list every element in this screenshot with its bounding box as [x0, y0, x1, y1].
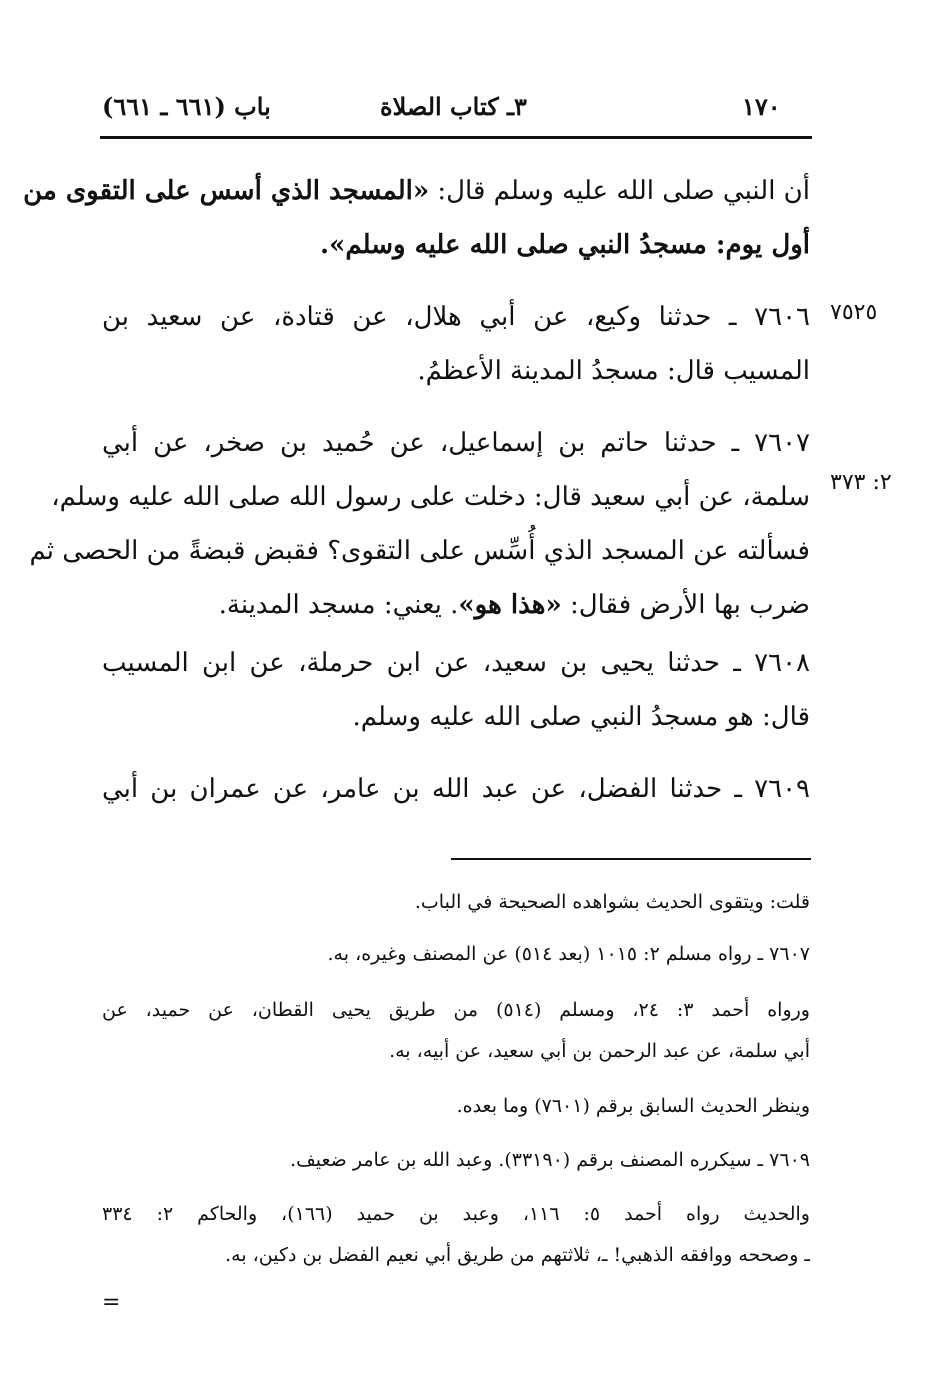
paragraph-7609 [102, 762, 810, 816]
hadith-quote: «هذا هو» [458, 590, 562, 620]
text-line: ٧٦٠٦ ـ حدثنا وكيع، عن أبي هلال، عن قتادة، عن سعيد بن [102, 302, 810, 332]
text-line: قال: هو مسجدُ النبي صلى الله عليه وسلم. [352, 702, 810, 732]
text-run: . يعني: مسجد المدينة. [218, 590, 459, 620]
footnote-7607-ahmad [102, 990, 810, 1072]
page-number: ١٧٠ [742, 92, 781, 121]
text-line [102, 578, 810, 632]
paragraph-1 [23, 164, 810, 272]
header-rule [100, 136, 812, 139]
text-run: أن النبي صلى الله عليه وسلم قال: [429, 176, 810, 206]
paragraph-7606 [102, 290, 810, 398]
chapter-title: باب (٦٦١ ـ ٦٦١) [102, 92, 271, 121]
footnote-7609 [102, 1140, 810, 1181]
footnote-rule [451, 858, 811, 860]
text-line: المسيب قال: مسجدُ المدينة الأعظمُ. [417, 356, 810, 386]
margin-reference-1: ٧٥٢٥ [830, 300, 878, 325]
paragraph-7608 [102, 636, 810, 744]
text-line: ٧٦٠٨ ـ حدثنا يحيى بن سعيد، عن ابن حرملة، عن ابن المسيب [102, 648, 810, 678]
continuation-mark: = [102, 1290, 121, 1315]
text-line: وينظر الحديث السابق برقم (٧٦٠١) وما بعده. [456, 1095, 810, 1117]
text-line [23, 164, 810, 218]
text-line: ورواه أحمد ٣: ٢٤، ومسلم (٥١٤) من طريق يحيى القطان، عن حميد، عن [102, 999, 810, 1021]
text-line: ٧٦٠٧ ـ حدثنا حاتم بن إسماعيل، عن حُميد بن صخر، عن أبي [102, 428, 810, 458]
footnote-see-also [102, 1086, 810, 1127]
text-line: قلت: ويتقوى الحديث بشواهده الصحيحة في الباب. [414, 891, 810, 913]
text-line: والحديث رواه أحمد ٥: ١١٦، وعبد بن حميد (١٦٦)، والحاكم ٢: ٣٣٤ [102, 1203, 810, 1225]
text-line: أول يوم: مسجدُ النبي صلى الله عليه وسلم». [320, 230, 810, 260]
text-run: ضرب بها الأرض فقال: [561, 590, 810, 620]
text-line: ٧٦٠٩ ـ سيكرره المصنف برقم (٣٣١٩٠). وعبد الله بن عامر ضعيف. [290, 1149, 810, 1171]
book-title: ٣ـ كتاب الصلاة [380, 92, 527, 121]
footnote-7609-ahmad [102, 1194, 810, 1276]
paragraph-7607 [29, 416, 810, 632]
text-line: ـ وصححه ووافقه الذهبي! ـ، ثلاثتهم من طريق أبي نعيم الفضل بن دكين، به. [225, 1244, 810, 1266]
text-line: ٧٦٠٧ ـ رواه مسلم ٢: ١٠١٥ (بعد ٥١٤) عن المصنف وغيره، به. [327, 943, 810, 965]
text-line: أبي سلمة، عن عبد الرحمن بن أبي سعيد، عن أبيه، به. [389, 1040, 810, 1062]
text-line: ٧٦٠٩ ـ حدثنا الفضل، عن عبد الله بن عامر، عن عمران بن أبي [102, 774, 810, 804]
margin-reference-2: ٢: ٣٧٣ [830, 470, 892, 495]
hadith-quote: «المسجد الذي أسس على التقوى من [23, 176, 430, 206]
text-line: فسألته عن المسجد الذي أُسِّس على التقوى؟ فقبض قبضةً من الحصى ثم [29, 536, 810, 566]
footnote-1 [102, 882, 810, 923]
text-line: سلمة، عن أبي سعيد قال: دخلت على رسول الله صلى الله عليه وسلم، [51, 482, 810, 512]
footnote-7607 [102, 934, 810, 975]
